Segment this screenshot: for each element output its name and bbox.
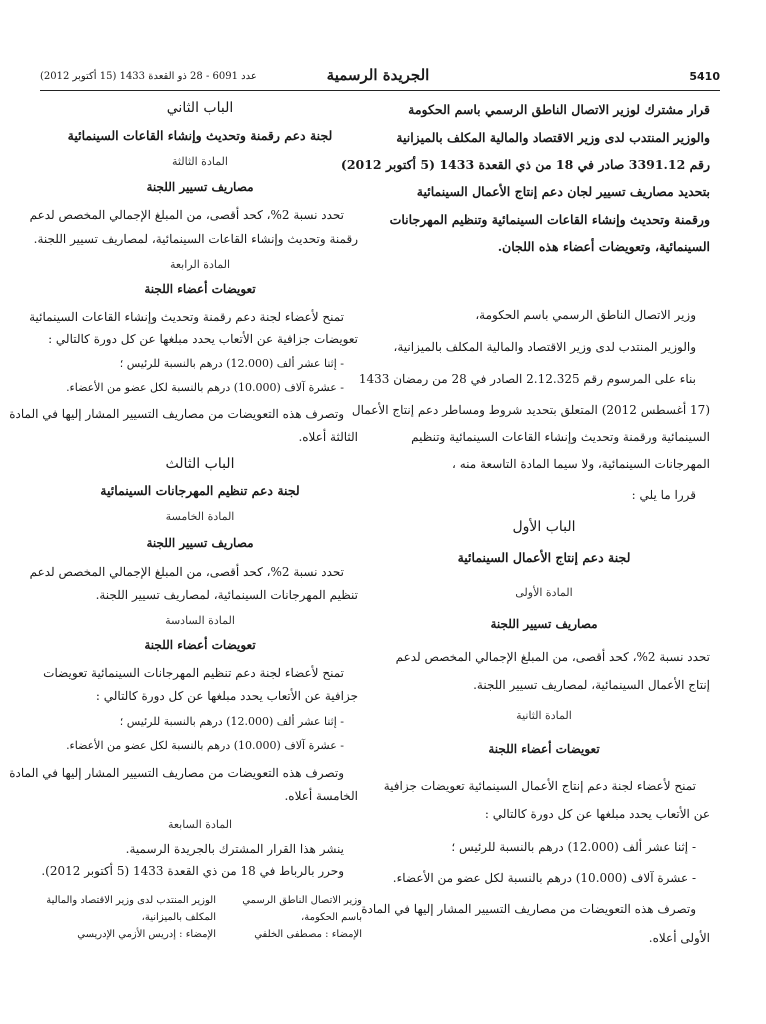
article-text-line: تحدد نسبة 2%، كحد أقصى، من المبلغ الإجمالي المخصص لدعم [395, 650, 710, 664]
article-heading: مصاريف تسيير اللجنة [146, 180, 254, 194]
article-text-line: - عشرة آلاف (10.000) درهم بالنسبة لكل عضو من الأعضاء. [66, 739, 344, 752]
article-heading: تعويضات أعضاء اللجنة [488, 742, 600, 756]
article-text-line: - عشرة آلاف (10.000) درهم بالنسبة لكل عضو من الأعضاء. [392, 871, 696, 885]
page-header [40, 66, 720, 91]
article-heading: مصاريف تسيير اللجنة [146, 536, 254, 550]
article-text-line: ينشر هذا القرار المشترك بالجريدة الرسمية. [125, 842, 344, 856]
decree-title-line: ورقمنة وتحديث وإنشاء القاعات السينمائية وتنظيم المهرجانات [389, 212, 710, 227]
signature-line: الإمضاء : مصطفى الخلفي [254, 929, 362, 940]
page-number: 5410 [689, 70, 720, 83]
preamble-line: بناء على المرسوم رقم 2.12.325 الصادر في 28 من رمضان 1433 [358, 372, 696, 386]
article-text-line: تحدد نسبة 2%، كحد أقصى، من المبلغ الإجمالي المخصص لدعم [29, 565, 344, 579]
article-text-line: وتصرف هذه التعويضات من مصاريف التسيير المشار إليها في المادة [361, 902, 696, 916]
signature-minister-communication [220, 892, 362, 943]
gazette-title: الجريدة الرسمية [326, 66, 430, 84]
article-heading: تعويضات أعضاء اللجنة [144, 638, 256, 652]
signature-line: باسم الحكومة، [301, 912, 362, 923]
article-text-line: تمنح لأعضاء لجنة دعم إنتاج الأعمال السينمائية تعويضات جزافية [383, 779, 696, 793]
chapter-title: الباب الأول [512, 519, 576, 535]
article-text-line: تمنح لأعضاء لجنة دعم تنظيم المهرجانات السينمائية تعويضات [43, 666, 344, 680]
article-text-line: تحدد نسبة 2%، كحد أقصى، من المبلغ الإجمالي المخصص لدعم [29, 208, 344, 222]
article-label: المادة الرابعة [169, 258, 231, 271]
signature-line: الإمضاء : إدريس الأزمي الإدريسي [77, 929, 216, 940]
signature-line: المكلف بالميزانية، [141, 912, 216, 923]
committee-heading: لجنة دعم رقمنة وتحديث وإنشاء القاعات السينمائية [67, 128, 333, 143]
article-label: المادة الثانية [516, 709, 572, 722]
decree-title-line: والوزير المنتدب لدى وزير الاقتصاد والمالية المكلف بالميزانية [396, 130, 710, 145]
article-text-line: الأولى أعلاه. [648, 931, 710, 945]
article-label: المادة الأولى [515, 586, 573, 599]
chapter-title: الباب الثاني [166, 100, 234, 116]
article-text-line: عن الأتعاب يحدد مبلغها عن كل دورة كالتالي : [484, 807, 710, 821]
preamble-line: المهرجانات السينمائية، ولا سيما المادة التاسعة منه ، [452, 457, 710, 471]
article-text-line: - عشرة آلاف (10.000) درهم بالنسبة لكل عضو من الأعضاء. [66, 381, 344, 394]
article-heading: مصاريف تسيير اللجنة [490, 617, 598, 631]
chapter-title: الباب الثالث [165, 456, 235, 472]
article-label: المادة السادسة [165, 614, 235, 627]
preamble-line: قررا ما يلي : [631, 488, 696, 502]
preamble-line: (17 أغسطس 2012) المتعلق بتحديد شروط ومساطر دعم إنتاج الأعمال [351, 403, 710, 417]
article-label: المادة الخامسة [165, 510, 235, 523]
article-text-line: تمنح لأعضاء لجنة دعم رقمنة وتحديث وإنشاء القاعات السينمائية [29, 310, 344, 324]
article-text-line: رقمنة وتحديث وإنشاء القاعات السينمائية، لمصاريف تسيير اللجنة. [33, 232, 358, 246]
article-text-line: - إثنا عشر ألف (12.000) درهم بالنسبة للرئيس ؛ [451, 840, 696, 854]
preamble-line: السينمائية ورقمنة وتحديث وإنشاء القاعات السينمائية وتنظيم [411, 430, 710, 444]
decree-title-line: بتحديد مصاريف تسيير لجان دعم إنتاج الأعمال السينمائية [416, 184, 710, 199]
decree-title-line: السينمائية، وتعويضات أعضاء هذه اللجان. [497, 239, 710, 254]
preamble-line: وزير الاتصال الناطق الرسمي باسم الحكومة، [475, 308, 696, 322]
article-text-line: وتصرف هذه التعويضات من مصاريف التسيير المشار إليها في المادة [9, 766, 344, 780]
committee-heading: لجنة دعم إنتاج الأعمال السينمائية [457, 550, 631, 565]
preamble-line: والوزير المنتدب لدى وزير الاقتصاد والمالية المكلف بالميزانية، [393, 340, 696, 354]
article-text-line: - إثنا عشر ألف (12.000) درهم بالنسبة للرئيس ؛ [119, 715, 344, 728]
article-text-line: وتصرف هذه التعويضات من مصاريف التسيير المشار إليها في المادة [9, 407, 344, 421]
article-text-line: إنتاج الأعمال السينمائية، لمصاريف تسيير اللجنة. [473, 678, 710, 692]
article-text-line: جزافية عن الأتعاب يحدد مبلغها عن كل دورة كالتالي : [95, 689, 358, 703]
article-text-line: تعويضات جزافية عن الأتعاب يحدد مبلغها عن كل دورة كالتالي : [48, 332, 358, 346]
signature-line: وزير الاتصال الناطق الرسمي [242, 895, 362, 906]
article-label: المادة السابعة [167, 818, 233, 831]
decree-title-line: رقم 3391.12 صادر في 18 من ذي القعدة 1433 (5 أكتوبر 2012) [340, 157, 710, 172]
signature-line: الوزير المنتدب لدى وزير الاقتصاد والمالية [46, 895, 216, 906]
article-text-line: الثالثة أعلاه. [298, 430, 358, 444]
article-text-line: تنظيم المهرجانات السينمائية، لمصاريف تسيير اللجنة. [95, 588, 358, 602]
article-text-line: وحرر بالرباط في 18 من ذي القعدة 1433 (5 أكتوبر 2012). [41, 864, 344, 878]
committee-heading: لجنة دعم تنظيم المهرجانات السينمائية [100, 483, 300, 498]
signature-minister-budget [34, 892, 216, 943]
article-heading: تعويضات أعضاء اللجنة [144, 282, 256, 296]
issue-info: عدد 6091 - 28 ذو القعدة 1433 (15 أكتوبر 2012) [40, 71, 257, 82]
article-label: المادة الثالثة [172, 155, 228, 168]
decree-title-line: قرار مشترك لوزير الاتصال الناطق الرسمي باسم الحكومة [408, 102, 710, 117]
article-text-line: - إثنا عشر ألف (12.000) درهم بالنسبة للرئيس ؛ [119, 357, 344, 370]
article-text-line: الخامسة أعلاه. [284, 789, 358, 803]
